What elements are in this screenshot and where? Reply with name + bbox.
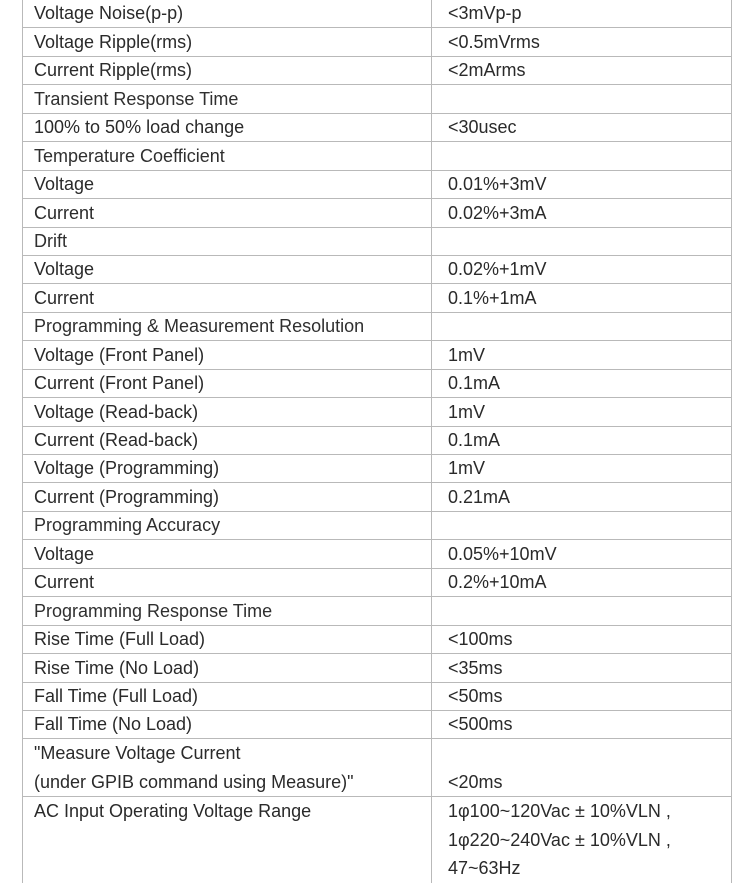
param-cell: Voltage Ripple(rms) [23,28,432,56]
table-row-ac-input [23,797,732,883]
value-cell [432,142,732,170]
value-cell [432,597,732,625]
param-cell: Voltage [23,540,432,568]
value-cell: <0.5mVrms [432,28,732,56]
table-row [23,597,732,625]
table-row [23,0,732,28]
value-cell: <2mArms [432,56,732,84]
value-cell: 0.2%+10mA [432,568,732,596]
ac-value-line1: 1φ100~120Vac ± 10%VLN , [448,801,671,822]
ac-value-cell [432,797,732,883]
table-row [23,255,732,283]
table-row-measure [23,739,732,797]
measure-param-line2: (under GPIB command using Measure)" [34,771,354,792]
param-cell: 100% to 50% load change [23,113,432,141]
value-cell [432,227,732,255]
table-row [23,142,732,170]
value-cell: <30usec [432,113,732,141]
value-cell [432,85,732,113]
value-cell: 0.1mA [432,426,732,454]
table-row [23,341,732,369]
table-row [23,540,732,568]
table-row [23,369,732,397]
table-row [23,483,732,511]
value-cell [432,312,732,340]
param-cell: Voltage (Programming) [23,455,432,483]
param-cell: Voltage [23,255,432,283]
measure-param-cell [23,739,432,797]
param-cell: Drift [23,227,432,255]
table-row [23,28,732,56]
ac-value-line2: 1φ220~240Vac ± 10%VLN , [448,829,671,850]
value-cell: 1mV [432,398,732,426]
value-cell: 0.02%+1mV [432,255,732,283]
table-row [23,398,732,426]
param-cell: Programming Accuracy [23,511,432,539]
value-cell: 0.21mA [432,483,732,511]
table-row [23,682,732,710]
param-cell: Current Ripple(rms) [23,56,432,84]
table-row [23,113,732,141]
value-cell: 0.01%+3mV [432,170,732,198]
table-row [23,312,732,340]
value-cell: <100ms [432,625,732,653]
table-row [23,85,732,113]
measure-param-line1: "Measure Voltage Current [34,743,241,764]
param-cell: Current (Front Panel) [23,369,432,397]
table-row [23,568,732,596]
param-cell: Voltage (Read-back) [23,398,432,426]
param-cell: Voltage Noise(p-p) [23,0,432,28]
ac-value-line3: 47~63Hz [448,858,521,879]
param-cell: Temperature Coefficient [23,142,432,170]
param-cell: Programming Response Time [23,597,432,625]
value-cell: <50ms [432,682,732,710]
param-cell: Current (Read-back) [23,426,432,454]
table-row [23,654,732,682]
param-cell: Current (Programming) [23,483,432,511]
value-cell [432,511,732,539]
table-row [23,227,732,255]
table-row [23,284,732,312]
value-cell: <35ms [432,654,732,682]
value-cell: 0.05%+10mV [432,540,732,568]
table-row [23,625,732,653]
value-cell: 0.02%+3mA [432,199,732,227]
value-cell: 0.1%+1mA [432,284,732,312]
table-row [23,170,732,198]
param-cell: Current [23,284,432,312]
table-row [23,710,732,738]
table-row [23,56,732,84]
value-cell: 0.1mA [432,369,732,397]
value-cell: <500ms [432,710,732,738]
param-cell: Transient Response Time [23,85,432,113]
ac-param-cell [23,797,432,883]
param-cell: Fall Time (No Load) [23,710,432,738]
value-cell: 1mV [432,455,732,483]
param-cell: Programming & Measurement Resolution [23,312,432,340]
param-cell: Rise Time (No Load) [23,654,432,682]
value-cell: 1mV [432,341,732,369]
table-row [23,199,732,227]
spec-table-body [23,0,732,883]
value-cell: <3mVp-p [432,0,732,28]
measure-value-cell: <20ms [432,739,732,797]
table-row [23,455,732,483]
param-cell: Current [23,199,432,227]
table-row [23,511,732,539]
param-cell: Fall Time (Full Load) [23,682,432,710]
param-cell: Current [23,568,432,596]
ac-param-text: AC Input Operating Voltage Range [34,801,312,822]
table-row [23,426,732,454]
param-cell: Rise Time (Full Load) [23,625,432,653]
param-cell: Voltage [23,170,432,198]
spec-table [22,0,732,883]
param-cell: Voltage (Front Panel) [23,341,432,369]
